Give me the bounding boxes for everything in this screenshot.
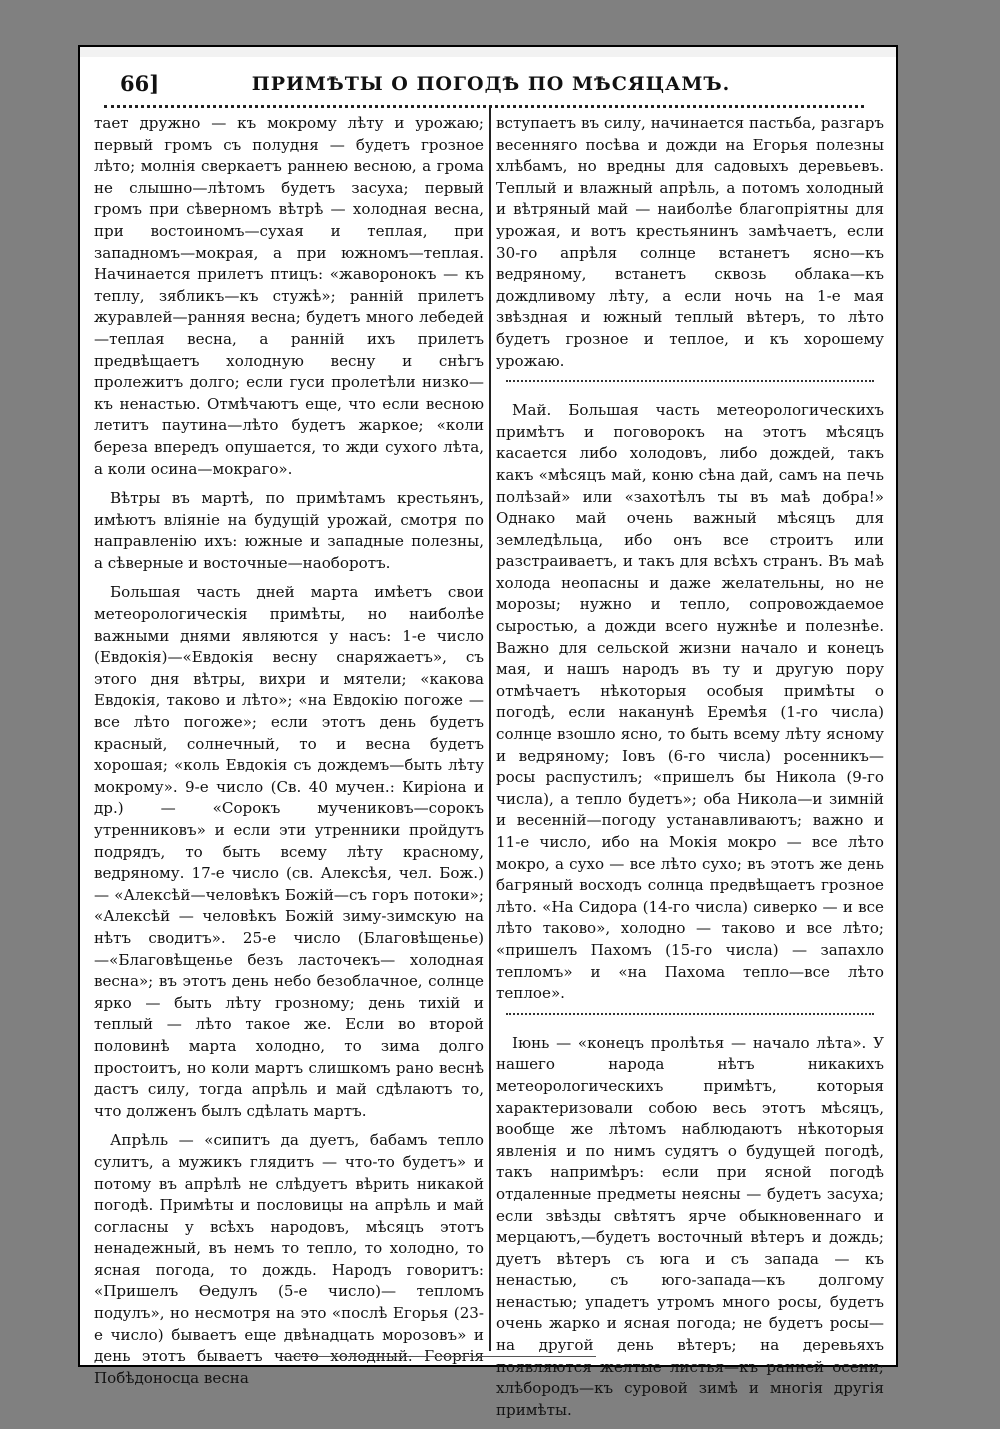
- left-column: [94, 113, 484, 1397]
- right-column: [496, 113, 884, 1429]
- page-number: 66]: [120, 71, 160, 96]
- column-divider: [489, 107, 491, 1351]
- paragraph: вступаетъ въ силу, начинается пастьба, разгаръ весенняго посѣва и дожди на Егорья полезны хлѣбамъ, но вредны для садовыхъ деревьевъ. Теплый и влажный апрѣль, а потомъ холодный и вѣтряный май — наиболѣе благопріятны для урожая, и вотъ крестьянинъ замѣчаетъ, если 30-го апрѣля солнце встанетъ ясно—къ ведряному, встанетъ сквозь облака—къ дождливому лѣту, а если ночь на 1-е мая звѣздная и южный теплый вѣтеръ, то лѣто будетъ грозное и теплое, и къ хорошему урожаю.: [496, 114, 884, 370]
- section-separator: [506, 380, 874, 392]
- paragraph: Іюнь — «конецъ пролѣтья — начало лѣта». У нашего народа нѣтъ никакихъ метеорологическихъ примѣтъ, которыя характеризовали собою весь этотъ мѣсяцъ, вообще же лѣтомъ наблюдаютъ нѣкоторыя явленія и по нимъ судятъ о будущей погодѣ, такъ напримѣръ: если при ясной погодѣ отдаленные предметы неясны — будетъ засуха; если звѣзды свѣтятъ ярче обыкновеннаго и мерцаютъ,—будетъ восточный вѣтеръ и дождь; дуетъ вѣтеръ съ юга и съ запада — къ ненастью, съ юго-запада—къ долгому ненастью; упадетъ утромъ много росы, будетъ очень жарко и ясная погода; не будетъ росы—на другой день вѣтеръ; на деревьяхъ появляются желтые листья—къ ранней осени; хлѣбородъ—къ суровой зимѣ и многія другія примѣты.: [496, 1033, 884, 1419]
- paragraph: Вѣтры въ мартѣ, по примѣтамъ крестьянъ, имѣютъ вліяніе на будущій урожай, смотря по направленію ихъ: южные и западные полезны, а сѣверные и восточные—наоборотъ.: [94, 489, 484, 572]
- paragraph: Май. Большая часть метеорологическихъ примѣтъ и поговорокъ на этотъ мѣсяцъ касается либо холодовъ, либо дождей, такъ какъ «мѣсяцъ май, коню сѣна дай, самъ на печь полѣзай» или «захотѣлъ ты въ маѣ добра!» Однако май очень важный мѣсяцъ для земледѣльца, ибо онъ все строитъ или разстраиваетъ, и такъ для всѣхъ странъ. Въ маѣ холода неопасны и даже желательны, но не морозы; нужно и тепло, сопровождаемое сыростью, а дожди всего нужнѣе и полезнѣе. Важно для сельской жизни начало и конецъ мая, и нашъ народъ въ ту и другую пору отмѣчаетъ нѣкоторыя особыя примѣты о погодѣ, если наканунѣ Еремѣя (1-го числа) солнце взошло ясно, то быть всему лѣту ясному и ведряному; Іовъ (6-го числа) росенникъ—росы распустилъ; «пришелъ бы Никола (9-го числа), а тепло будетъ»; оба Никола—и зимній и весенній—погоду устанавливаютъ; важно и 11-е число, ибо на Мокія мокро — все лѣто мокро, а сухо — все лѣто сухо; въ этотъ же день багряный восходъ солнца предвѣщаетъ грозное лѣто. «На Сидора (14-го числа) сиверко — и все лѣто таково», холодно — таково и все лѣто; «пришелъ Пахомъ (15-го числа) — запахло тепломъ» и «на Пахома тепло—все лѣто теплое».: [496, 401, 884, 1003]
- bottom-rule: [280, 1356, 596, 1357]
- paragraph: Большая часть дней марта имѣетъ свои метеорологическія примѣты, но наиболѣе важными днями являются у насъ: 1-е число (Евдокія)—«Евдокія весну снаряжаетъ», съ этого дня вѣтры, вихри и мятели; «какова Евдокія, таково и лѣто»; «на Евдокію погоже — все лѣто погоже»; если этотъ день будетъ красный, солнечный, то и весна будетъ хорошая; «коль Евдокія съ дождемъ—быть лѣту мокрому». 9-е число (Св. 40 мучен.: Киріона и др.) — «Сорокъ мучениковъ—сорокъ утренниковъ» и если эти утренники пройдутъ подрядъ, то быть всему лѣту красному, ведряному. 17-е число (св. Алексѣя, чел. Бож.)— «Алексѣй—человѣкъ Божій—съ горъ потоки»; «Алексѣй — человѣкъ Божій зиму-зимскую на нѣтъ сводитъ». 25-е число (Благовѣщенье)—«Благовѣщенье безъ ласточекъ— холодная весна»; въ этотъ день небо безоблачное, солнце ярко — быть лѣту грозному; день тихій и теплый — лѣто такое же. Если во второй половинѣ марта холодно, то зима долго простоитъ, но коли мартъ слишкомъ рано веснѣ дастъ силу, тогда апрѣль и май сдѣлаютъ то, что долженъ былъ сдѣлать мартъ.: [94, 583, 484, 1120]
- book-page: [78, 45, 898, 1419]
- paragraph: Апрѣль — «сипитъ да дуетъ, бабамъ тепло сулитъ, а мужикъ глядитъ — что-то будетъ» и потому въ апрѣлѣ не слѣдуетъ вѣрить никакой погодѣ. Примѣты и пословицы на апрѣль и май согласны у всѣхъ народовъ, мѣсяцъ этотъ ненадежный, въ немъ то тепло, то холодно, то ясная погода, то дождь. Народъ говоритъ: «Пришелъ Ѳедулъ (5-е число)— тепломъ подулъ», но несмотря на это «послѣ Егорья (23-е число) бываетъ еще двѣнадцать морозовъ» и день этотъ бываетъ часто холодный. Георгія Побѣдоносца весна: [94, 1131, 484, 1387]
- running-title: ПРИМѢТЫ О ПОГОДѢ ПО МѢСЯЦАМЪ.: [251, 73, 731, 95]
- section-separator: [506, 1013, 874, 1025]
- page-top-edge: [80, 47, 896, 57]
- page-header: [120, 69, 862, 103]
- paragraph: тает дружно — къ мокрому лѣту и урожаю; первый громъ съ полудня — будетъ грозное лѣто; молнія сверкаетъ раннею весною, а грома не слышно—лѣтомъ будетъ засуха; первый громъ при сѣверномъ вѣтрѣ — холодная весна, при востоиномъ—сухая и теплая, при западномъ—мокрая, а при южномъ—теплая. Начинается прилетъ птицъ: «жаворонокъ — къ теплу, зябликъ—къ стужѣ»; ранній прилетъ журавлей—ранняя весна; будетъ много лебедей—теплая весна, а ранній ихъ прилетъ предвѣщаетъ холодную весну и снѣгъ пролежитъ долго; если гуси пролетѣли низко—къ ненастью. Отмѣчаютъ еще, что если весною летитъ паутина—лѣто будетъ жаркое; «коли береза впередъ опушается, то жди сухого лѣта, а коли осина—мокраго».: [94, 114, 484, 478]
